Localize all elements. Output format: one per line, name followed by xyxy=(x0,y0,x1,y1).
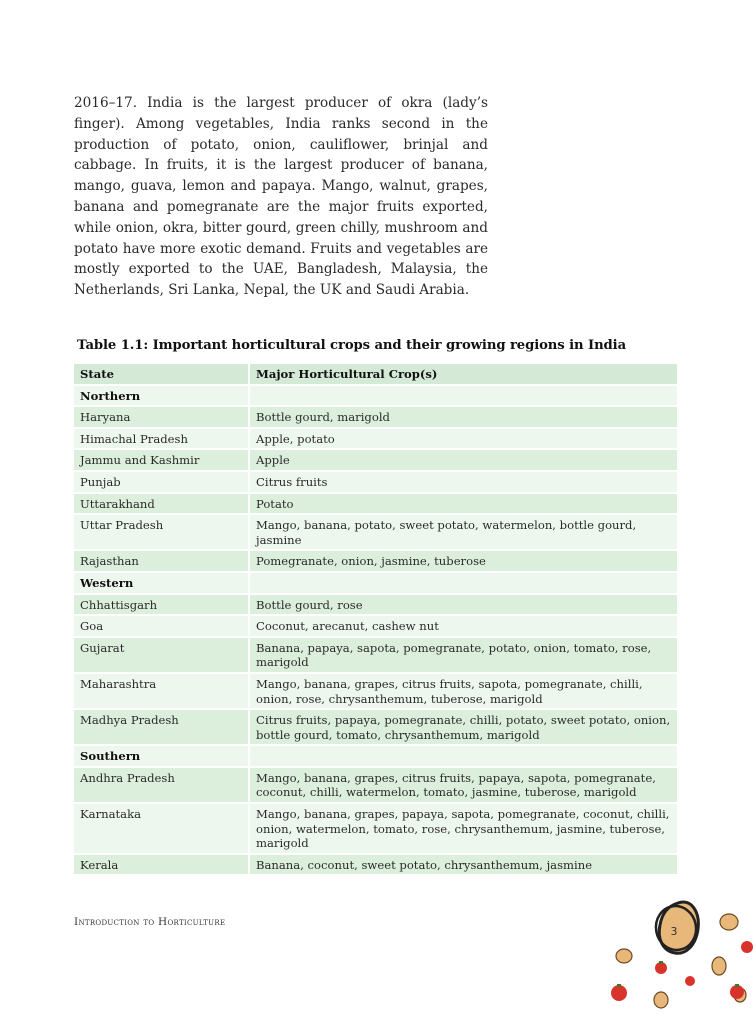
region-label: Southern xyxy=(74,745,249,767)
page-number: 3 xyxy=(670,925,678,938)
state-cell: Goa xyxy=(74,615,249,637)
crops-cell: Pomegranate, onion, jasmine, tuberose xyxy=(249,550,677,572)
crops-cell: Mango, banana, grapes, citrus fruits, papaya, sapota, pomegranate, coconut, chilli, watermelon, tomato, jasmine, tuberose, marigold xyxy=(249,767,677,803)
potato-icon xyxy=(652,902,699,953)
vegetables-decoration xyxy=(600,895,753,1024)
crops-cell: Apple, potato xyxy=(249,428,677,450)
region-row-southern xyxy=(74,745,677,767)
table-row xyxy=(74,493,677,515)
state-cell: Jammu and Kashmir xyxy=(74,449,249,471)
table-row xyxy=(74,428,677,450)
table-row xyxy=(74,709,677,745)
crops-cell: Potato xyxy=(249,493,677,515)
crops-cell: Apple xyxy=(249,449,677,471)
table-row xyxy=(74,550,677,572)
header-state: State xyxy=(74,364,249,385)
crops-cell: Citrus fruits xyxy=(249,471,677,493)
horticulture-table xyxy=(74,364,677,876)
crops-cell: Bottle gourd, marigold xyxy=(249,406,677,428)
table-caption: Table 1.1: Important horticultural crops and their growing regions in India xyxy=(77,338,627,353)
table-row xyxy=(74,673,677,709)
state-cell: Uttarakhand xyxy=(74,493,249,515)
state-cell: Punjab xyxy=(74,471,249,493)
state-cell: Madhya Pradesh xyxy=(74,709,249,745)
region-row-western xyxy=(74,572,677,594)
header-crops: Major Horticultural Crop(s) xyxy=(249,364,677,385)
table-row xyxy=(74,406,677,428)
table-row xyxy=(74,615,677,637)
state-cell: Himachal Pradesh xyxy=(74,428,249,450)
state-cell: Andhra Pradesh xyxy=(74,767,249,803)
table-row xyxy=(74,803,677,854)
crops-cell: Coconut, arecanut, cashew nut xyxy=(249,615,677,637)
crops-cell: Mango, banana, potato, sweet potato, watermelon, bottle gourd, jasmine xyxy=(249,514,677,550)
state-cell: Gujarat xyxy=(74,637,249,673)
table-row xyxy=(74,594,677,616)
body-paragraph: 2016–17. India is the largest producer of okra (lady’s finger). Among vegetables, India ranks second in the production of potato, onion, cauliflower, brinjal and cabbage. In fruits, it is the largest producer of banana, mango, guava, lemon and papaya. Mango, walnut, grapes, banana and pomegranate are the major fruits exported, while onion, okra, bitter gourd, green chilly, mushroom and potato have more exotic demand. Fruits and vegetables are mostly exported to the UAE, Bangladesh, Malaysia, the Netherlands, Sri Lanka, Nepal, the UK and Saudi Arabia. xyxy=(74,95,488,299)
crops-cell: Banana, coconut, sweet potato, chrysanthemum, jasmine xyxy=(249,854,677,876)
crops-cell: Citrus fruits, papaya, pomegranate, chilli, potato, sweet potato, onion, bottle gourd, tomato, chrysanthemum, marigold xyxy=(249,709,677,745)
state-cell: Chhattisgarh xyxy=(74,594,249,616)
region-label: Northern xyxy=(74,385,249,407)
state-cell: Maharashtra xyxy=(74,673,249,709)
crops-cell: Bottle gourd, rose xyxy=(249,594,677,616)
table-row xyxy=(74,767,677,803)
running-footer: Introduction to Horticulture xyxy=(74,916,226,928)
crops-cell: Banana, papaya, sapota, pomegranate, potato, onion, tomato, rose, marigold xyxy=(249,637,677,673)
state-cell: Kerala xyxy=(74,854,249,876)
state-cell: Haryana xyxy=(74,406,249,428)
region-row-northern xyxy=(74,385,677,407)
table-row xyxy=(74,471,677,493)
crops-cell: Mango, banana, grapes, citrus fruits, sapota, pomegranate, chilli, onion, rose, chrysanthemum, tuberose, marigold xyxy=(249,673,677,709)
table-row xyxy=(74,854,677,876)
table-header-row xyxy=(74,364,677,385)
region-label: Western xyxy=(74,572,249,594)
state-cell: Karnataka xyxy=(74,803,249,854)
table-row xyxy=(74,449,677,471)
table-row xyxy=(74,514,677,550)
crops-cell: Mango, banana, grapes, papaya, sapota, pomegranate, coconut, chilli, onion, watermelon, tomato, rose, chrysanthemum, jasmine, tuberose, marigold xyxy=(249,803,677,854)
state-cell: Uttar Pradesh xyxy=(74,514,249,550)
state-cell: Rajasthan xyxy=(74,550,249,572)
table-row xyxy=(74,637,677,673)
